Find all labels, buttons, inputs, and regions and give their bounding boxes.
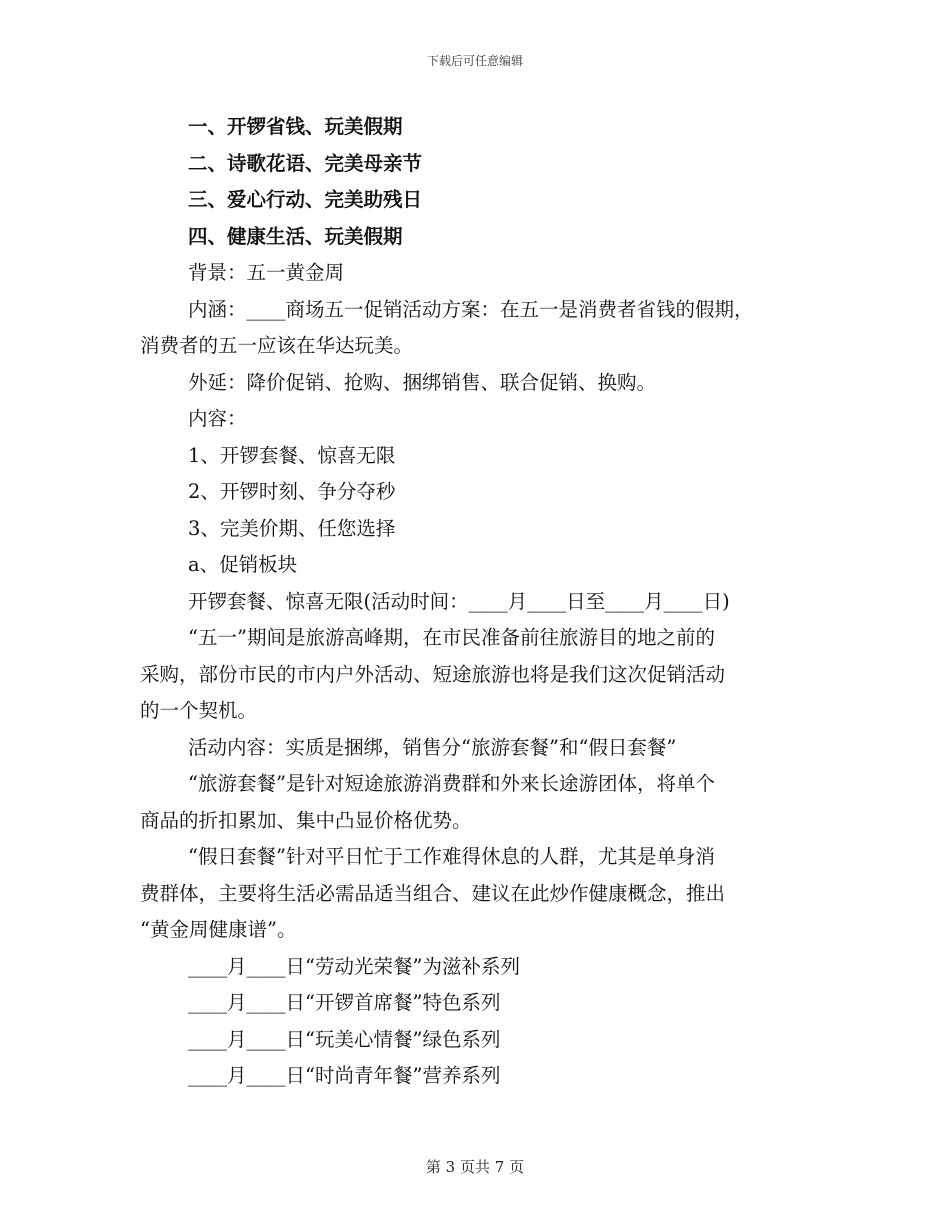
- menu-line-4: ____月____日“时尚青年餐”营养系列: [188, 1064, 501, 1087]
- paragraph-background: 背景：五一黄金周: [188, 261, 345, 284]
- page-footer-page-number: 第 3 页共 7 页: [425, 1158, 525, 1176]
- paragraph-connotation-line-1: 内涵：____商场五一促销活动方案：在五一是消费者省钱的假期，: [188, 297, 754, 321]
- paragraph-may-day-line-2: 采购，部份市民的市内户外活动、短途旅游也将是我们这次促销活动: [140, 662, 726, 686]
- menu-line-3: ____月____日“玩美心情餐”绿色系列: [188, 1027, 501, 1051]
- page-header-note: 下载后可任意编辑: [426, 54, 523, 68]
- paragraph-content-label: 内容：: [188, 407, 247, 430]
- list-item-1: 1、开锣套餐、惊喜无限: [188, 443, 396, 467]
- heading-3: 三、爱心行动、完美助残日: [188, 188, 423, 211]
- paragraph-connotation-line-2: 消费者的五一应该在华达玩美。: [140, 334, 414, 357]
- heading-2: 二、诗歌花语、完美母亲节: [188, 151, 423, 175]
- paragraph-travel-line-2: 商品的折扣累加、集中凸显价格优势。: [140, 808, 472, 832]
- paragraph-holiday-line-1: “假日套餐”针对平日忙于工作难得休息的人群，尤其是单身消: [188, 845, 715, 868]
- paragraph-may-day-line-1: “五一”期间是旅游高峰期，在市民准备前往旅游目的地之前的: [188, 626, 715, 649]
- paragraph-holiday-line-2: 费群体，主要将生活必需品适当组合、建议在此炒作健康概念，推出: [140, 881, 726, 905]
- list-item-3: 3、完美价期、任您选择: [188, 516, 396, 540]
- document-body: [140, 109, 820, 1095]
- paragraph-extension: 外延：降价促销、抢购、捆绑销售、联合促销、换购。: [188, 370, 657, 394]
- heading-4: 四、健康生活、玩美假期: [188, 224, 403, 248]
- paragraph-activity-content: 活动内容：实质是捆绑，销售分“旅游套餐”和“假日套餐”: [188, 735, 677, 759]
- section-a-title: a、促销板块: [188, 553, 298, 576]
- paragraph-travel-line-1: “旅游套餐”是针对短途旅游消费群和外来长途游团体，将单个: [188, 772, 715, 795]
- list-item-2: 2、开锣时刻、争分夺秒: [188, 480, 396, 503]
- paragraph-holiday-line-3: “黄金周健康谱”。: [140, 918, 297, 941]
- paragraph-may-day-line-3: 的一个契机。: [140, 699, 258, 722]
- menu-line-1: ____月____日“劳动光荣餐”为滋补系列: [188, 954, 520, 978]
- menu-line-2: ____月____日“开锣首席餐”特色系列: [188, 991, 501, 1014]
- paragraph-activity-time: 开锣套餐、惊喜无限(活动时间：____月____日至____月____日): [188, 589, 730, 613]
- heading-1: 一、开锣省钱、玩美假期: [188, 115, 403, 138]
